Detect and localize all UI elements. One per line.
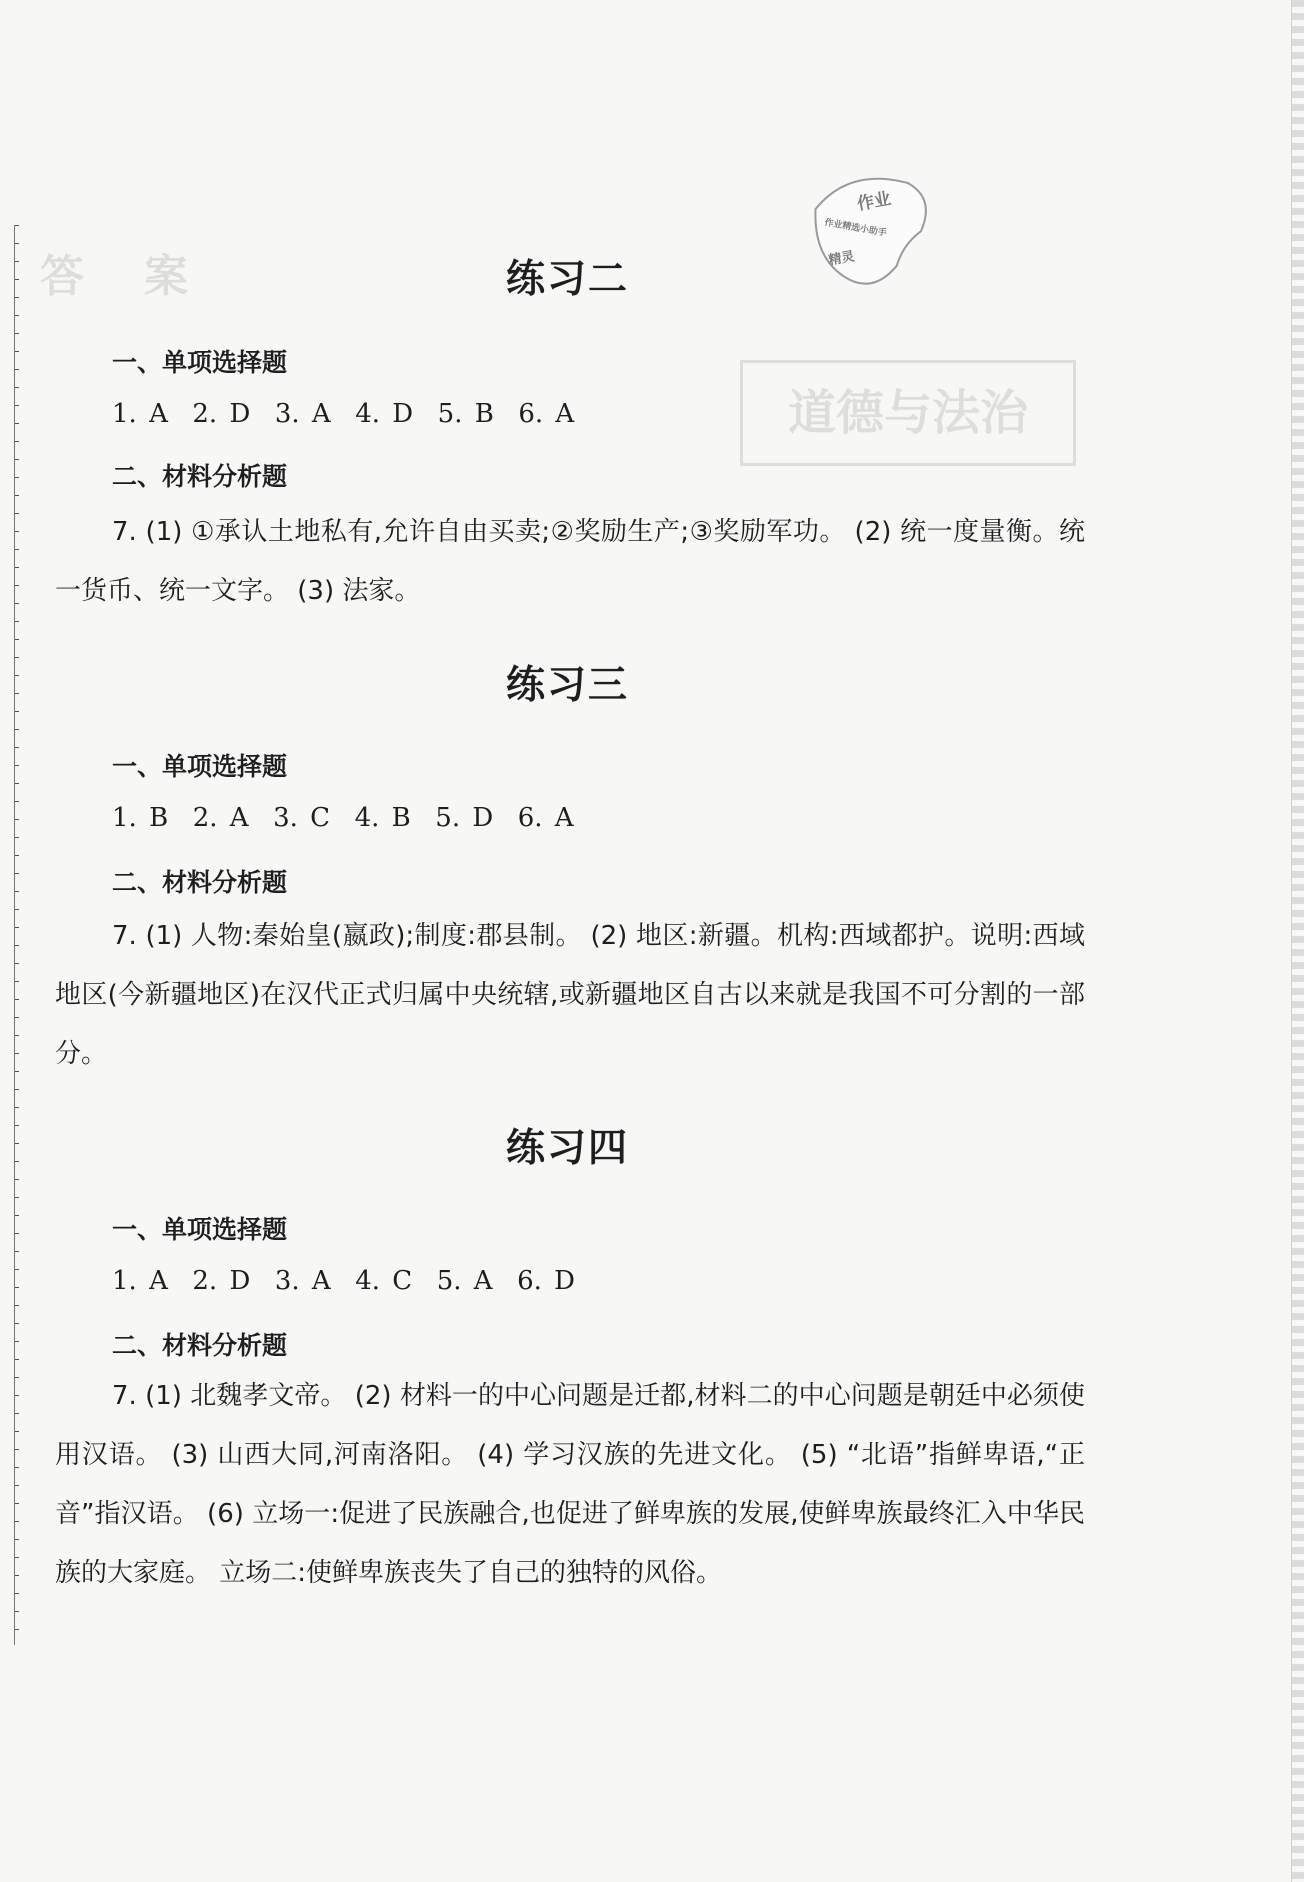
exercise-4-mc-heading: 一、单项选择题 <box>112 1215 288 1244</box>
exercise-3-analysis-heading: 二、材料分析题 <box>112 868 288 897</box>
exercise-3-analysis-text: 7. (1) 人物:秦始皇(嬴政);制度:郡县制。 (2) 地区:新疆。机构:西域都护。说明:西域地区(今新疆地区)在汉代正式归属中央统辖,或新疆地区自古以来就是我国不可分割的一部分。 <box>55 921 1085 1069</box>
stamp-top-text: 作业 <box>855 189 893 215</box>
exercise-2-mc-heading: 一、单项选择题 <box>112 348 288 377</box>
exercise-2-mc-answers: 1. A 2. D 3. A 4. D 5. B 6. A <box>112 399 575 429</box>
exercise-4-analysis-heading: 二、材料分析题 <box>112 1331 288 1360</box>
binding-margin <box>14 225 23 1645</box>
show-through-watermark-left: 答案 <box>40 251 248 302</box>
exercise-2-analysis-text: 7. (1) ①承认土地私有,允许自由买卖;②奖励生产;③奖励军功。 (2) 统一度量衡。统一货币、统一文字。 (3) 法家。 <box>55 517 1085 606</box>
exercise-2-title: 练习二 <box>505 256 629 302</box>
exercise-3-mc-heading: 一、单项选择题 <box>112 752 288 781</box>
exercise-3-title: 练习三 <box>505 662 629 708</box>
stamp-middle-text: 作业精选小助手 <box>823 218 888 239</box>
exercise-3-mc-answers: 1. B 2. A 3. C 4. B 5. D 6. A <box>112 803 574 833</box>
torn-page-edge <box>1291 0 1304 1882</box>
exercise-2-analysis-heading: 二、材料分析题 <box>112 462 288 491</box>
show-through-watermark-box <box>740 360 1076 466</box>
show-through-watermark-box-text: 道德与法治 <box>787 385 1028 441</box>
exercise-4-title: 练习四 <box>505 1125 629 1171</box>
exercise-4-analysis-text: 7. (1) 北魏孝文帝。 (2) 材料一的中心问题是迁都,材料二的中心问题是朝廷中必须使用汉语。 (3) 山西大同,河南洛阳。 (4) 学习汉族的先进文化。 (5) “北语”指鲜卑语,“正音”指汉语。 (6) 立场一:促进了民族融合,也促进了鲜卑族的发展,使鲜卑族最终汇入中华民族的大家庭。 立场二:使鲜卑族丧失了自己的独特的风俗。 <box>55 1381 1085 1588</box>
exercise-4-mc-answers: 1. A 2. D 3. A 4. C 5. A 6. D <box>112 1266 575 1296</box>
stamp-bottom-text: 精灵 <box>827 249 856 269</box>
